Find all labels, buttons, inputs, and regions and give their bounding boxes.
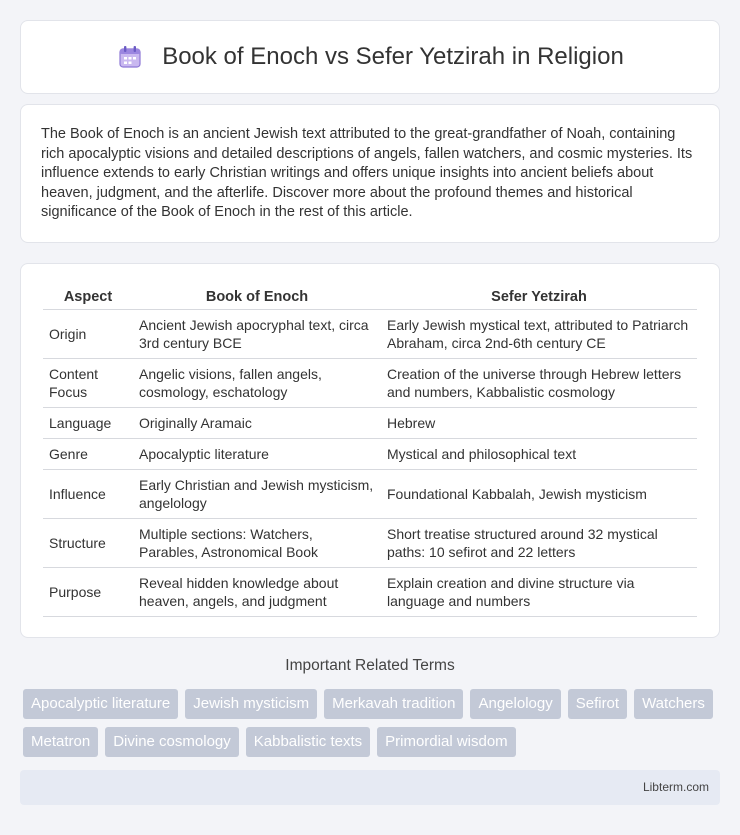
title-card [20, 20, 720, 94]
footer [20, 770, 720, 805]
header-aspect: Aspect [43, 285, 133, 309]
table-row [43, 567, 697, 616]
row-enoch: Ancient Jewish apocryphal text, circa 3rd century BCE [133, 309, 381, 358]
header-sefer-yetzirah: Sefer Yetzirah [381, 285, 697, 309]
comparison-card [20, 263, 720, 638]
table-row [43, 407, 697, 438]
row-yetzirah: Mystical and philosophical text [381, 438, 697, 469]
table-row [43, 469, 697, 518]
row-yetzirah: Early Jewish mystical text, attributed to Patriarch Abraham, circa 2nd-6th century CE [381, 309, 697, 358]
row-aspect: Influence [43, 469, 133, 518]
intro-paragraph: The Book of Enoch is an ancient Jewish text attributed to the great-grandfather of Noah, containing rich apocalyptic visions and detailed descriptions of angels, fallen watchers, and cosmic mysteries. Its influence extends to early Christian writings and offers unique insights into ancient beliefs about heaven, judgment, and the afterlife. Discover more about the profound themes and historical significance of the Book of Enoch in the rest of this article. [41, 126, 693, 220]
calendar-icon [116, 43, 144, 71]
comparison-table [43, 285, 697, 617]
tag-angelology[interactable]: Angelology [470, 689, 560, 719]
row-yetzirah: Hebrew [381, 407, 697, 438]
page-title: Book of Enoch vs Sefer Yetzirah in Religion [162, 43, 624, 70]
tag-kabbalistic-texts[interactable]: Kabbalistic texts [246, 727, 370, 757]
tag-jewish-mysticism[interactable]: Jewish mysticism [185, 689, 317, 719]
related-terms-title: Important Related Terms [285, 657, 455, 674]
table-header-row [43, 285, 697, 309]
row-aspect: Origin [43, 309, 133, 358]
tag-sefirot[interactable]: Sefirot [568, 689, 627, 719]
intro-card [20, 104, 720, 243]
row-enoch: Originally Aramaic [133, 407, 381, 438]
row-enoch: Early Christian and Jewish mysticism, angelology [133, 469, 381, 518]
row-yetzirah: Foundational Kabbalah, Jewish mysticism [381, 469, 697, 518]
row-aspect: Language [43, 407, 133, 438]
row-enoch: Multiple sections: Watchers, Parables, Astronomical Book [133, 518, 381, 567]
row-aspect: Content Focus [43, 358, 133, 407]
row-yetzirah: Short treatise structured around 32 mystical paths: 10 sefirot and 22 letters [381, 518, 697, 567]
table-row [43, 309, 697, 358]
row-yetzirah: Creation of the universe through Hebrew letters and numbers, Kabbalistic cosmology [381, 358, 697, 407]
footer-site-link[interactable]: Libterm.com [642, 780, 709, 794]
row-aspect: Structure [43, 518, 133, 567]
row-yetzirah: Explain creation and divine structure via language and numbers [381, 567, 697, 616]
tag-primordial-wisdom[interactable]: Primordial wisdom [377, 727, 516, 757]
tag-metatron[interactable]: Metatron [23, 727, 98, 757]
row-aspect: Purpose [43, 567, 133, 616]
header-book-of-enoch: Book of Enoch [133, 285, 381, 309]
row-enoch: Apocalyptic literature [133, 438, 381, 469]
table-row [43, 518, 697, 567]
tag-watchers[interactable]: Watchers [634, 689, 713, 719]
tag-divine-cosmology[interactable]: Divine cosmology [105, 727, 239, 757]
table-row [43, 358, 697, 407]
table-row [43, 438, 697, 469]
row-enoch: Angelic visions, fallen angels, cosmology, eschatology [133, 358, 381, 407]
tag-apocalyptic-literature[interactable]: Apocalyptic literature [23, 689, 178, 719]
row-aspect: Genre [43, 438, 133, 469]
tag-merkavah-tradition[interactable]: Merkavah tradition [324, 689, 463, 719]
related-terms-list [23, 689, 723, 757]
row-enoch: Reveal hidden knowledge about heaven, angels, and judgment [133, 567, 381, 616]
